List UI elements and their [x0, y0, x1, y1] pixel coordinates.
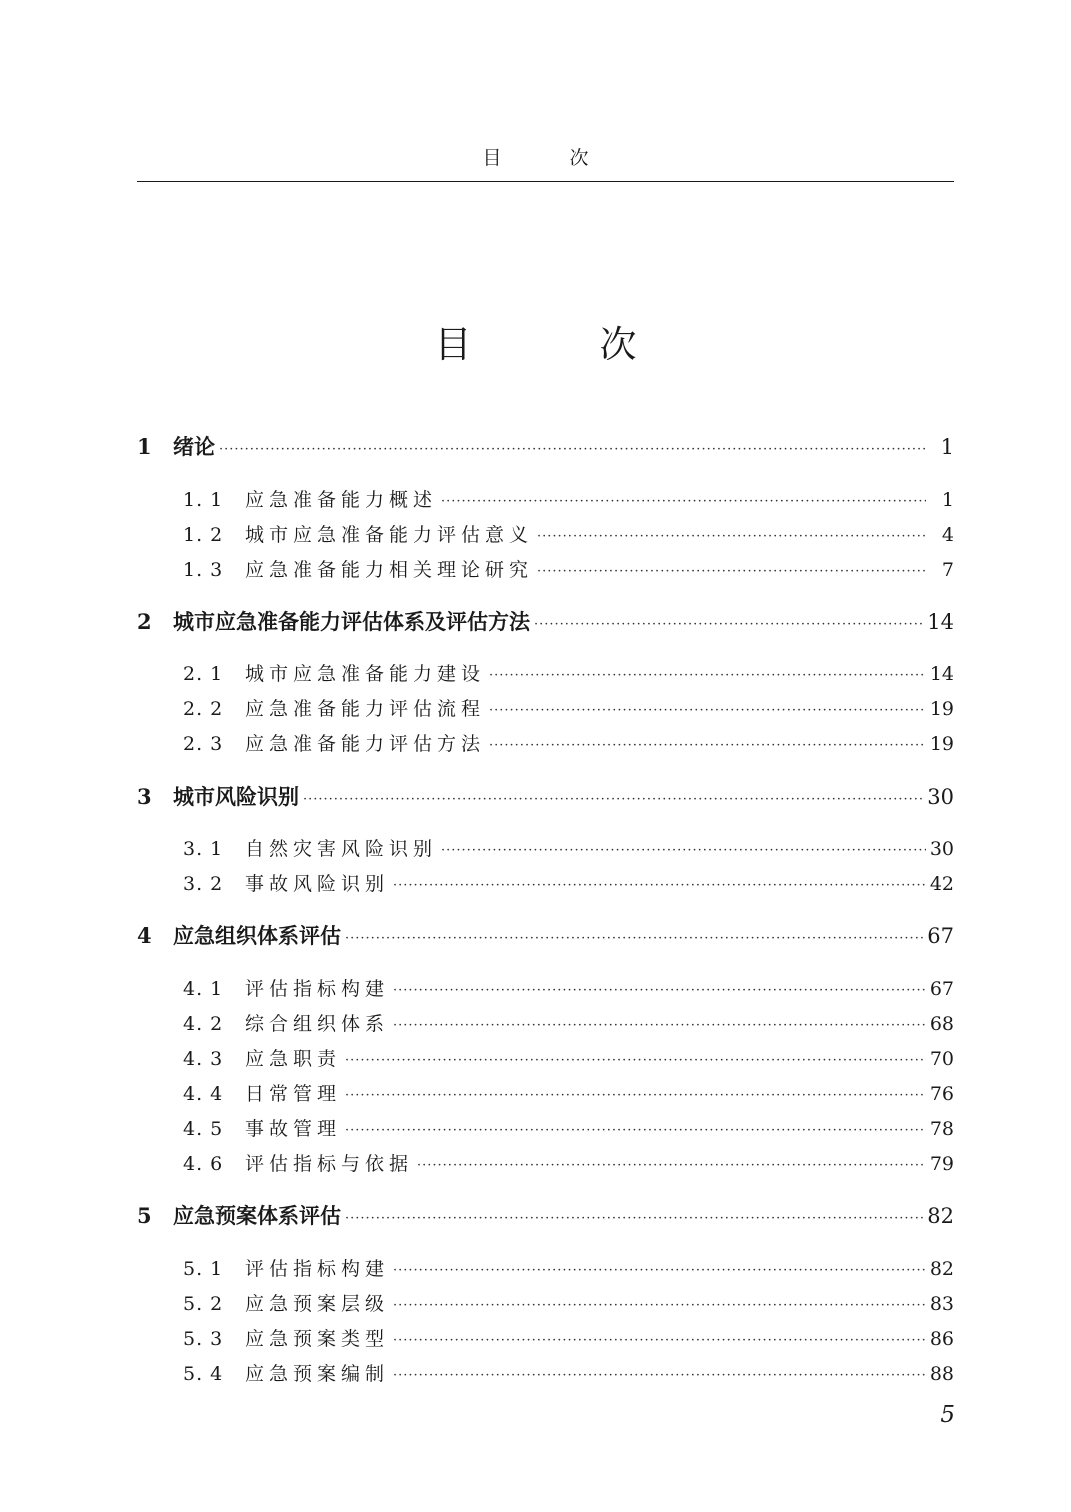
dot-leader [393, 872, 926, 900]
toc-section-entry[interactable] [137, 556, 954, 587]
dot-leader [345, 924, 923, 954]
toc-entry-number: 2. 3 [183, 733, 224, 755]
toc-entry-page: 7 [941, 559, 954, 581]
dot-leader [393, 1012, 926, 1040]
toc-section-entry[interactable] [137, 1290, 954, 1321]
dot-leader [393, 1257, 926, 1285]
toc-entry-title: 城市应急准备能力建设 [245, 663, 486, 685]
toc-entry-number: 4. 5 [183, 1118, 224, 1140]
toc-section-entry[interactable] [137, 486, 954, 517]
toc-entry-title: 评估指标构建 [245, 978, 390, 1000]
toc-entry-title: 应急预案类型 [245, 1328, 390, 1350]
toc-entry-title: 应急预案层级 [245, 1293, 390, 1315]
toc-entry-page: 67 [927, 924, 954, 948]
dot-leader [489, 662, 926, 690]
toc-chapter-entry[interactable] [137, 1201, 954, 1235]
page-title-right: 次 [599, 323, 637, 366]
dot-leader [393, 1292, 926, 1320]
toc-entry-title: 综合组织体系 [245, 1013, 390, 1035]
toc-entry-title: 应急组织体系评估 [173, 923, 341, 948]
toc-section-entry[interactable] [137, 660, 954, 691]
toc-entry-title: 应急职责 [245, 1048, 342, 1070]
toc-entry-number: 5 [137, 1203, 152, 1228]
toc-entry-page: 30 [929, 838, 954, 860]
toc-entry-page: 82 [929, 1258, 954, 1280]
toc-chapter-entry[interactable] [137, 921, 954, 955]
toc-entry-title: 评估指标构建 [245, 1258, 390, 1280]
toc-entry-page: 67 [929, 978, 954, 1000]
toc-entry-title: 事故风险识别 [245, 873, 390, 895]
dot-leader [417, 1152, 926, 1180]
dot-leader [441, 488, 926, 516]
toc-entry-number: 4. 2 [183, 1013, 224, 1035]
toc-entry-title: 城市风险识别 [173, 784, 299, 809]
toc-entry-number: 5. 1 [183, 1258, 224, 1280]
toc-entry-page: 14 [927, 610, 954, 634]
toc-entry-number: 5. 3 [183, 1328, 224, 1350]
toc-entry-title: 应急准备能力相关理论研究 [245, 559, 534, 581]
dot-leader [345, 1117, 926, 1145]
dot-leader [441, 837, 926, 865]
toc-section-entry[interactable] [137, 1010, 954, 1041]
toc-entry-number: 4. 3 [183, 1048, 224, 1070]
toc-chapter-entry[interactable] [137, 607, 954, 641]
toc-entry-title: 城市应急准备能力评估意义 [245, 524, 534, 546]
toc-entry-page: 30 [927, 785, 954, 809]
toc-section-entry[interactable] [137, 1255, 954, 1286]
toc-chapter-entry[interactable] [137, 782, 954, 816]
toc-entry-number: 1. 1 [183, 489, 224, 511]
toc-entry-number: 4 [137, 923, 152, 948]
toc-entry-page: 82 [927, 1204, 954, 1228]
running-header-left: 目 [482, 147, 502, 169]
toc-entry-title: 评估指标与依据 [245, 1153, 414, 1175]
dot-leader [345, 1204, 923, 1234]
toc-section-entry[interactable] [137, 1325, 954, 1356]
toc-section-entry[interactable] [137, 975, 954, 1006]
dot-leader [393, 1362, 926, 1390]
toc-entry-page: 76 [929, 1083, 954, 1105]
dot-leader [303, 785, 923, 815]
dot-leader [489, 732, 926, 760]
toc-section-entry[interactable] [137, 1080, 954, 1111]
toc-section-entry[interactable] [137, 1150, 954, 1181]
toc-entry-title: 应急准备能力评估流程 [245, 698, 486, 720]
toc-entry-title: 应急准备能力概述 [245, 489, 438, 511]
toc-entry-title: 应急预案编制 [245, 1363, 390, 1385]
running-header-right: 次 [569, 147, 589, 169]
toc-entry-page: 4 [941, 524, 954, 546]
toc-section-entry[interactable] [137, 835, 954, 866]
dot-leader [489, 697, 926, 725]
toc-section-entry[interactable] [137, 870, 954, 901]
toc-entry-title: 应急准备能力评估方法 [245, 733, 486, 755]
toc-section-entry[interactable] [137, 1115, 954, 1146]
dot-leader [537, 558, 926, 586]
toc-entry-number: 3. 1 [183, 838, 224, 860]
toc-entry-page: 19 [929, 733, 954, 755]
toc-chapter-entry[interactable] [137, 432, 954, 466]
toc-entry-page: 42 [929, 873, 954, 895]
toc-entry-number: 5. 2 [183, 1293, 224, 1315]
dot-leader [393, 977, 926, 1005]
toc-entry-number: 4. 4 [183, 1083, 224, 1105]
toc-entry-page: 68 [929, 1013, 954, 1035]
toc-entry-number: 1. 3 [183, 559, 224, 581]
toc-entry-title: 绪论 [173, 434, 215, 459]
toc-entry-page: 70 [929, 1048, 954, 1070]
dot-leader [345, 1082, 926, 1110]
toc-entry-number: 4. 1 [183, 978, 224, 1000]
toc-entry-number: 3. 2 [183, 873, 224, 895]
toc-entry-page: 14 [929, 663, 954, 685]
toc-section-entry[interactable] [137, 1360, 954, 1391]
toc-entry-page: 83 [929, 1293, 954, 1315]
toc-entry-number: 1. 2 [183, 524, 224, 546]
page-title-left: 目 [434, 323, 472, 366]
toc-section-entry[interactable] [137, 521, 954, 552]
dot-leader [537, 523, 926, 551]
toc-entry-number: 4. 6 [183, 1153, 224, 1175]
toc-section-entry[interactable] [137, 730, 954, 761]
toc-entry-page: 1 [940, 435, 954, 459]
toc-entry-title: 日常管理 [245, 1083, 342, 1105]
toc-section-entry[interactable] [137, 1045, 954, 1076]
toc-entry-page: 78 [929, 1118, 954, 1140]
dot-leader [219, 435, 926, 465]
toc-entry-number: 1 [137, 434, 152, 459]
dot-leader [345, 1047, 926, 1075]
toc-entry-number: 2 [137, 609, 152, 634]
toc-section-entry[interactable] [137, 695, 954, 726]
page-number: 5 [940, 1402, 955, 1428]
toc-entry-title: 城市应急准备能力评估体系及评估方法 [173, 609, 530, 634]
toc-entry-page: 86 [929, 1328, 954, 1350]
toc-entry-number: 2. 1 [183, 663, 224, 685]
toc-entry-number: 3 [137, 784, 152, 809]
toc-entry-title: 事故管理 [245, 1118, 342, 1140]
toc-entry-page: 79 [929, 1153, 954, 1175]
toc-entry-page: 19 [929, 698, 954, 720]
dot-leader [534, 610, 923, 640]
toc-entry-title: 应急预案体系评估 [173, 1203, 341, 1228]
toc-entry-title: 自然灾害风险识别 [245, 838, 438, 860]
toc-entry-page: 1 [941, 489, 954, 511]
toc-entry-number: 5. 4 [183, 1363, 224, 1385]
toc-entry-number: 2. 2 [183, 698, 224, 720]
dot-leader [393, 1327, 926, 1355]
toc-entry-page: 88 [929, 1363, 954, 1385]
